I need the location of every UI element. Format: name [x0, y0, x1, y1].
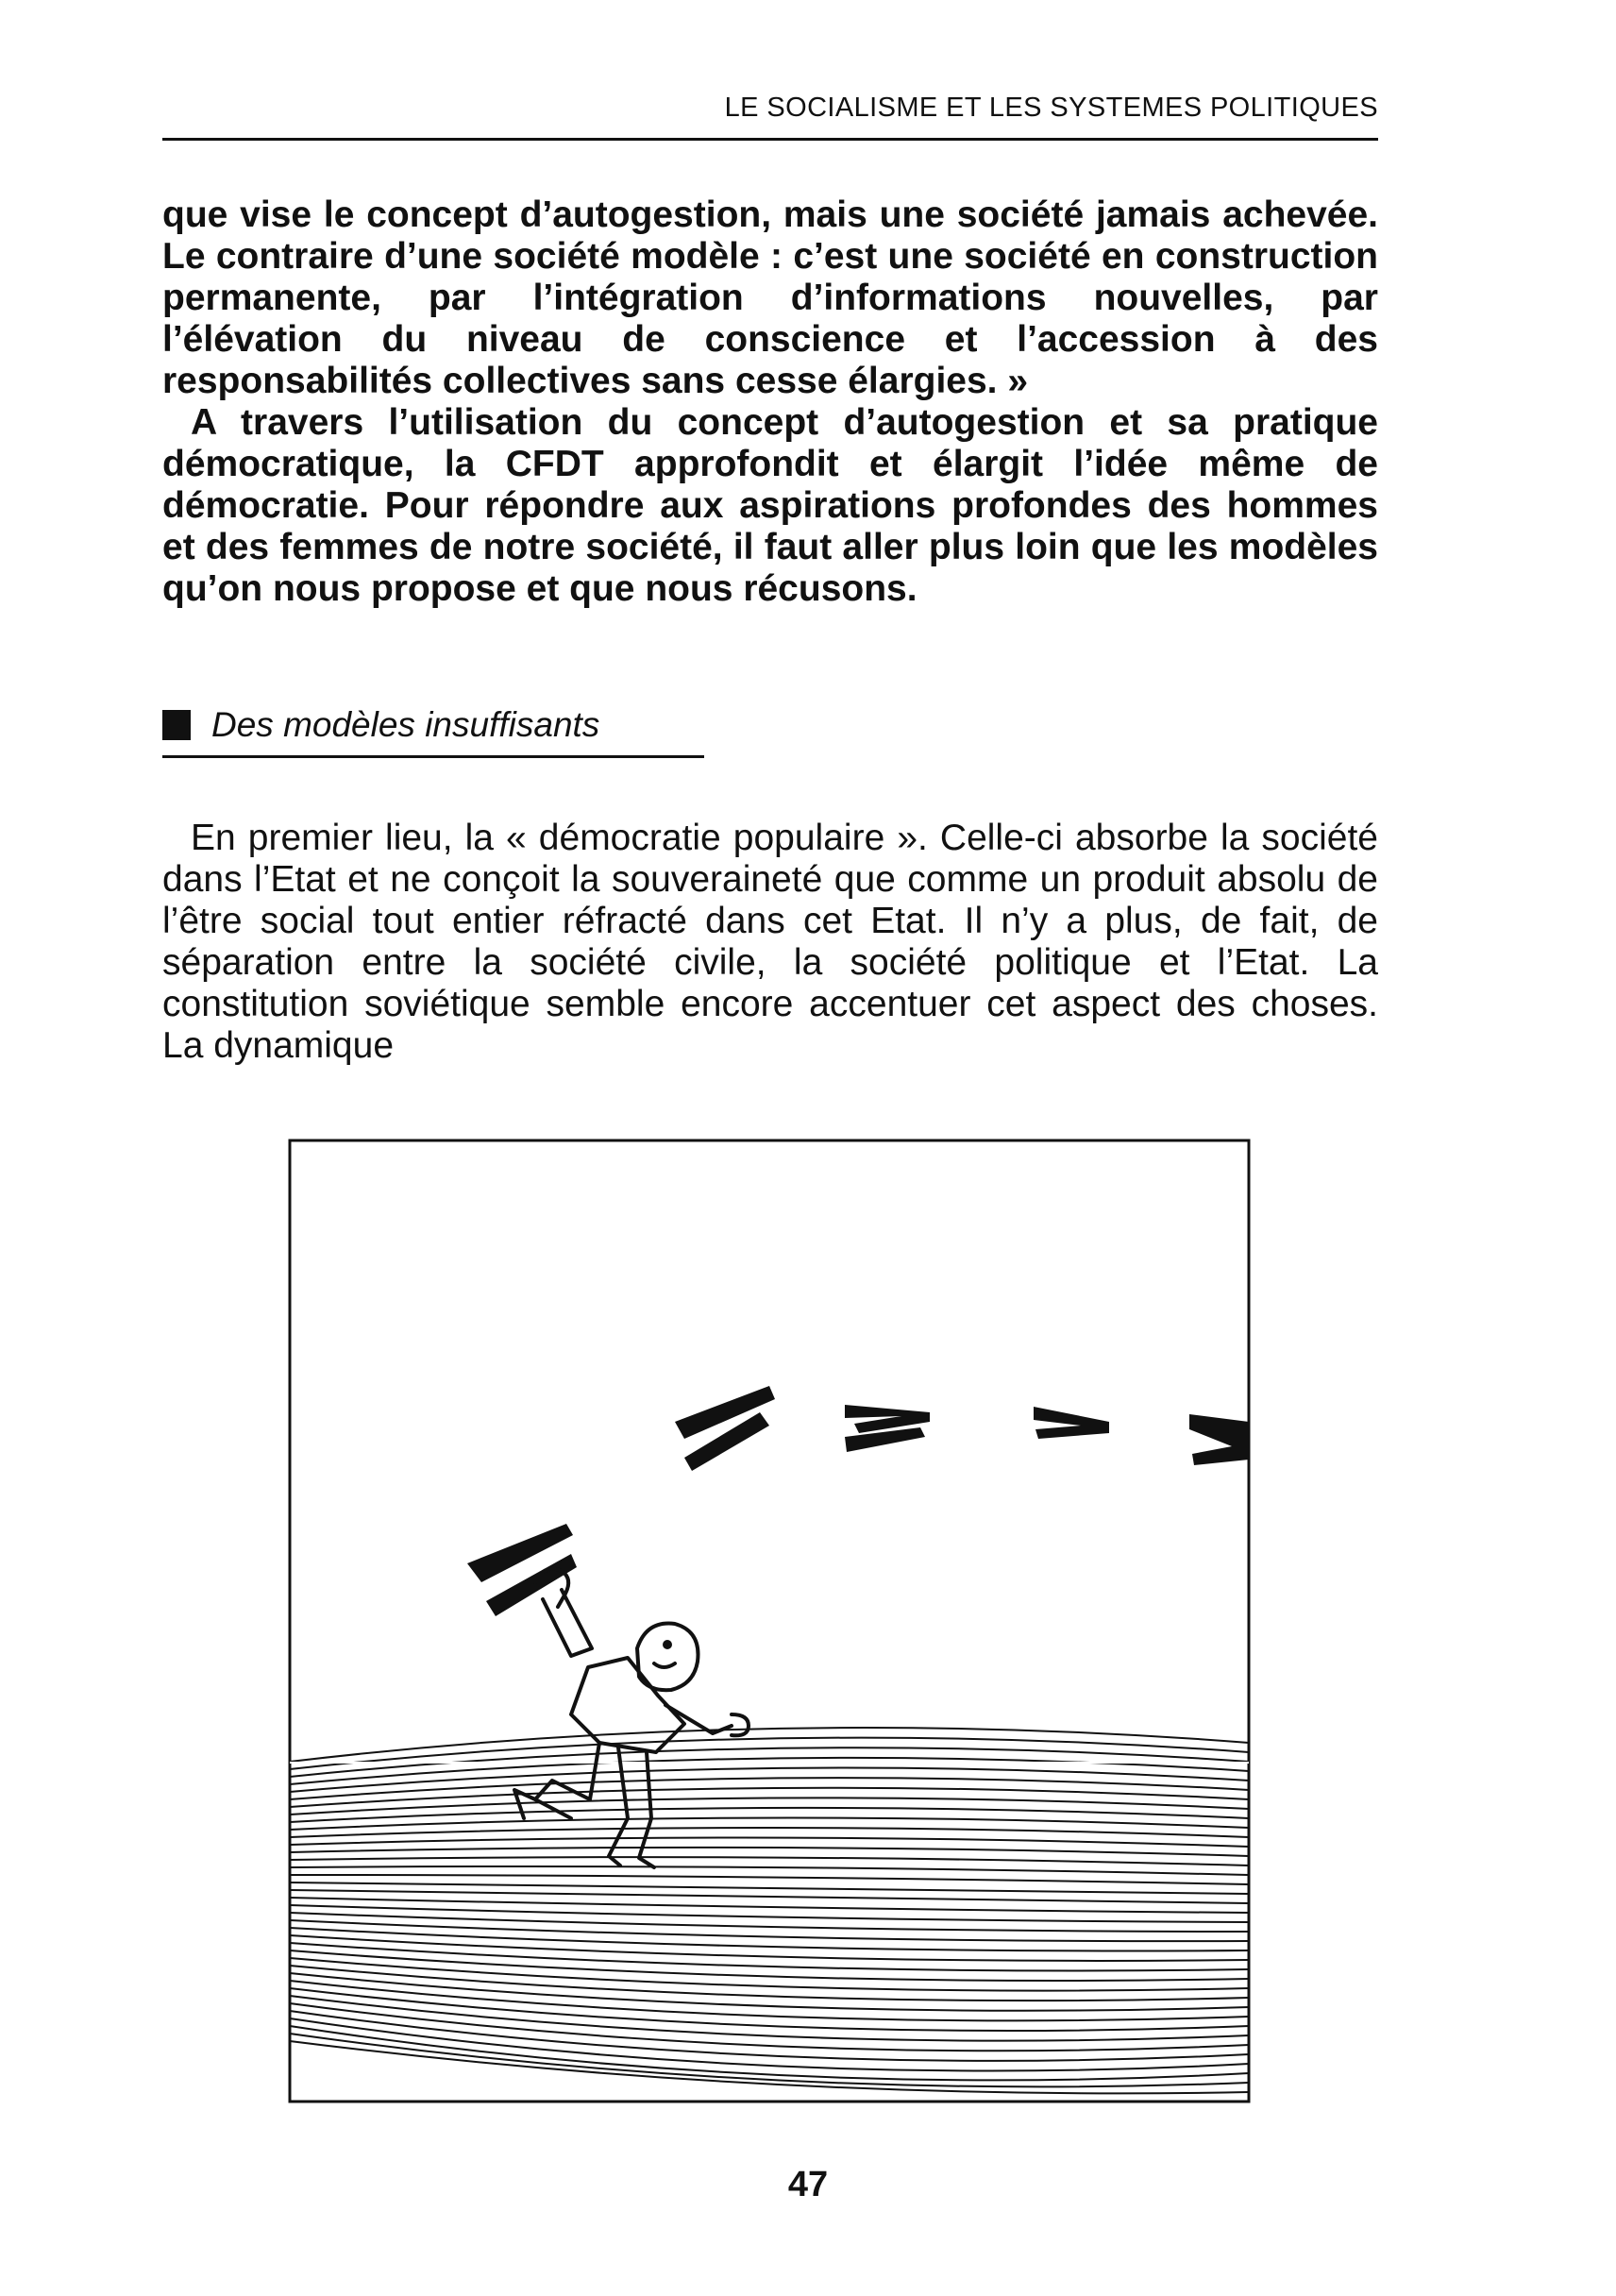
paragraph-text: En premier lieu, la « démocratie populaire ». Celle-ci absorbe la société dans l’Etat et ne conçoit la souveraineté que comme un produit absolu de l’être social tout entier réfracté dans cet Etat. Il n’y a plus, de fait, de séparation entre la société civile, la société politique et l’Etat. La constitution soviétique semble encore accentuer cet aspect des choses. La dynamique	[162, 818, 1378, 1066]
section-title: Des modèles insuffisants	[211, 705, 600, 744]
paragraph-text: A travers l’utilisation du concept d’autogestion et sa pratique démocratique, la CFDT approfondit et élargit l’idée même de démocratie. Pour répondre aux aspirations profondes des hommes et des femmes de notre société, il faut aller plus loin que les modèles qu’on nous propose et que nous récusons.	[162, 402, 1378, 609]
header-rule	[162, 138, 1378, 141]
running-man-illustration	[288, 1139, 1251, 2103]
section-rule	[162, 755, 704, 758]
paragraph-quote-end: que vise le concept d’autogestion, mais une société jamais achevée. Le contraire d’une société modèle : c’est une société en construction permanente, par l’intégration d’informations nouvelles, par l’élévation du niveau de conscience et l’accession à des responsabilités collectives sans cesse élargies. »	[162, 194, 1378, 401]
square-bullet-icon	[162, 710, 191, 740]
section-heading	[162, 699, 599, 751]
running-head: LE SOCIALISME ET LES SYSTEMES POLITIQUES	[724, 93, 1378, 123]
paragraph-cfdt-democracy	[162, 402, 1378, 610]
page-number: 47	[787, 2165, 829, 2204]
paragraph-popular-democracy	[162, 818, 1378, 1067]
